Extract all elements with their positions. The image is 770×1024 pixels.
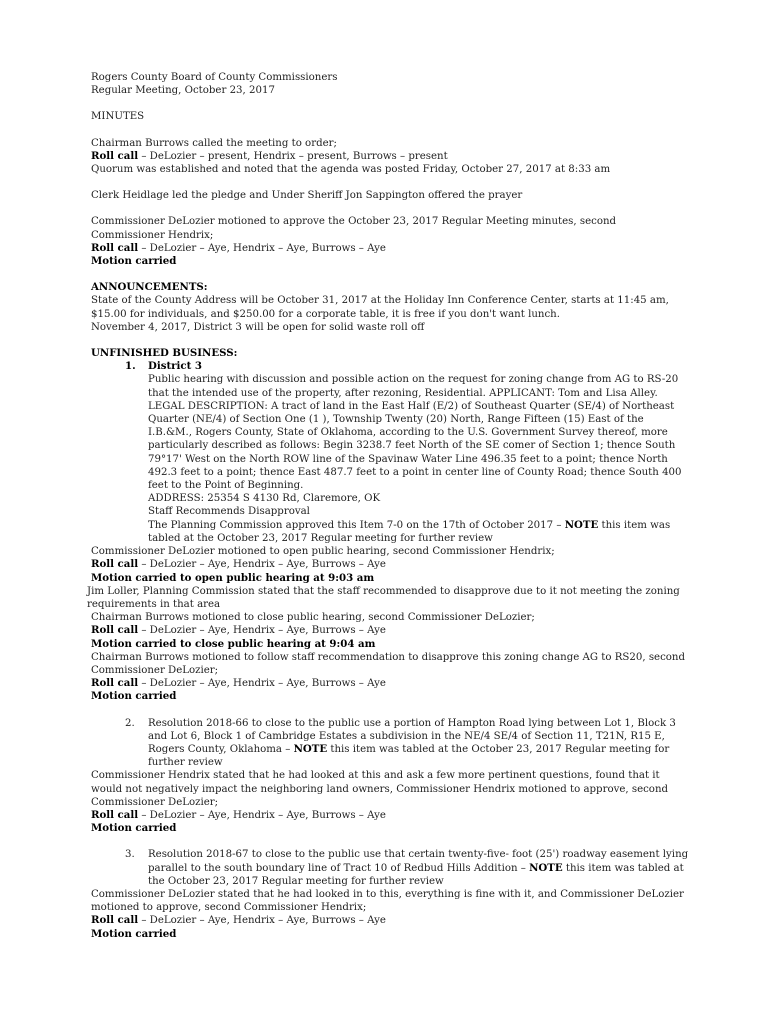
quorum-note: Quorum was established and noted that the agenda was posted Friday, October 27, 2017 at 8:33 am: [91, 164, 611, 176]
close-hearing-motion: Chairman Burrows motioned to close public hearing, second Commissioner DeLozier;: [91, 612, 535, 624]
planning-text-end: this item was tabled at the October 23, 2017 Regular meeting for further review: [148, 519, 671, 544]
rollcall-text: – DeLozier – Aye, Hendrix – Aye, Burrows – Aye: [138, 915, 386, 927]
item-3-motion: Commissioner DeLozier stated that he had looked in to this, everything is fine with it, and Commissioner DeLozier motioned to approve, second Commissioner Hendrix;: [91, 888, 684, 914]
item-3-text: [148, 848, 690, 888]
item-1-staff: Staff Recommends Disapproval: [148, 506, 310, 518]
rollcall-label: Roll call: [91, 808, 139, 821]
rollcall-label: Roll call: [91, 677, 139, 690]
close-hearing-rollcall: [91, 624, 690, 637]
open-hearing-result: Motion carried to open public hearing at 9:03 am: [91, 571, 375, 584]
item-1-description: Public hearing with discussion and possible action on the request for zoning change from AG to RS-20 that the intended use of the property, after rezoning, Residential. APPLICANT: Tom and Lisa Alley. LEGAL DESCRIPTION: A tract of land in the East Half (E/2) of Southeast Quarter (SE/4) of Northeast Quarter (NE/4) of Section One (1 ), Township Twenty (20) North, Range Fifteen (15) East of the I.B.&M., Rogers County, State of Oklahoma, according to the U.S. Government Survey thereof, more particularly described as follows: Begin 3238.7 feet North of the SE comer of Section 1; thence South 79°17' West on the North ROW line of the Spavinaw Water Line 496.35 feet to a point; thence North 492.3 feet to a point; thence East 487.7 feet to a point in center line of County Road; thence South 400 feet to the Point of Beginning.: [148, 374, 682, 492]
item-3-rollcall: [91, 914, 690, 927]
rollcall-text: – DeLozier – present, Hendrix – present, Burrows – present: [138, 150, 448, 162]
minutes-heading: MINUTES: [91, 111, 145, 123]
rollcall-label: Roll call: [91, 241, 139, 254]
item-2: [91, 717, 690, 770]
approval-motion: Commissioner DeLozier motioned to approve the October 23, 2017 Regular Meeting minutes, second Commissioner Hendrix;: [91, 216, 617, 241]
rollcall-text: – DeLozier – Aye, Hendrix – Aye, Burrows – Aye: [138, 559, 386, 571]
planning-text: The Planning Commission approved this Item 7-0 on the 17th of October 2017 –: [148, 519, 565, 531]
rollcall-label: Roll call: [91, 914, 139, 927]
loller-statement: Jim Loller, Planning Commission stated that the staff recommended to disapprove due to it not meeting the zoning requirements in that area: [87, 585, 680, 610]
item-2-text: [148, 717, 690, 770]
item-2-motion: Commissioner Hendrix stated that he had looked at this and ask a few more pertinent questions, found that it would not negatively impact the neighboring land owners, Commissioner Hendrix motioned to approve, second Commissioner DeLozier;: [91, 770, 669, 808]
approval-result: Motion carried: [91, 255, 177, 268]
pledge-note: Clerk Heidlage led the pledge and Under Sheriff Jon Sappington offered the prayer: [91, 190, 523, 202]
item-3-text-start: Resolution 2018-67 to close to the public use that certain twenty-five- foot (25') roadway easement lying parallel to the south boundary line of Tract 10 of Redbud Hills Addition –: [148, 849, 689, 874]
item-1-planning: [148, 519, 690, 545]
item-2-number: 2.: [125, 717, 135, 729]
rollcall-text: – DeLozier – Aye, Hendrix – Aye, Burrows – Aye: [138, 242, 386, 254]
item-3-text-end: this item was tabled at the October 23, 2017 Regular meeting for further review: [148, 862, 684, 887]
item-1-title: District 3: [148, 360, 202, 373]
item-2-result: Motion carried: [91, 822, 177, 835]
rollcall-label: Roll call: [91, 624, 139, 637]
item-2-text-end: this item was tabled at the October 23, 2017 Regular meeting for further review: [148, 743, 670, 769]
call-to-order: Chairman Burrows called the meeting to order;: [91, 137, 337, 149]
announcements-text-2: November 4, 2017, District 3 will be open for solid waste roll off: [91, 321, 425, 333]
item-1-address: ADDRESS: 25354 S 4130 Rd, Claremore, OK: [148, 493, 381, 505]
item-3: [91, 848, 690, 888]
item-1: [91, 360, 690, 545]
note-label: NOTE: [293, 742, 328, 755]
rollcall-text: – DeLozier – Aye, Hendrix – Aye, Burrows – Aye: [138, 625, 386, 637]
rollcall-text: – DeLozier – Aye, Hendrix – Aye, Burrows – Aye: [138, 809, 386, 821]
item-2-text-start: Resolution 2018-66 to close to the public use a portion of Hampton Road lying between Lot 1, Block 3 and Lot 6, Block 1 of Cambridge Estates a subdivision in the NE/4 SE/4 of Section 11, T21N, R15 E, Rogers County, Oklahoma –: [148, 717, 676, 755]
announcements-heading: ANNOUNCEMENTS:: [91, 281, 208, 294]
final-result: Motion carried: [91, 690, 177, 703]
unfinished-heading: UNFINISHED BUSINESS:: [91, 347, 238, 360]
note-label: NOTE: [529, 861, 563, 874]
header-meeting: Regular Meeting, October 23, 2017: [91, 85, 275, 97]
final-motion: Chairman Burrows motioned to follow staff recommendation to disapprove this zoning change AG to RS20, second Commissioner DeLozier;: [91, 651, 685, 676]
close-hearing-result: Motion carried to close public hearing at 9:04 am: [91, 637, 376, 650]
final-rollcall: [91, 677, 690, 690]
opening-rollcall: [91, 150, 690, 163]
item-2-rollcall: [91, 809, 690, 822]
approval-rollcall: [91, 242, 690, 255]
header-org: Rogers County Board of County Commissioners: [91, 72, 338, 83]
item-3-number: 3.: [125, 849, 135, 861]
rollcall-text: – DeLozier – Aye, Hendrix – Aye, Burrows – Aye: [138, 678, 386, 690]
note-label: NOTE: [564, 518, 599, 531]
rollcall-label: Roll call: [91, 149, 139, 162]
item-3-result: Motion carried: [91, 927, 177, 940]
item-1-number: 1.: [125, 360, 136, 373]
announcements-text: State of the County Address will be October 31, 2017 at the Holiday Inn Conference Center, starts at 11:45 am, $15.00 for individuals, and $250.00 for a corporate table, it is free if you don't want lunch.: [91, 295, 669, 320]
open-hearing-rollcall: [91, 558, 690, 571]
open-hearing-motion: Commissioner DeLozier motioned to open public hearing, second Commissioner Hendrix;: [91, 546, 555, 558]
rollcall-label: Roll call: [91, 558, 139, 571]
